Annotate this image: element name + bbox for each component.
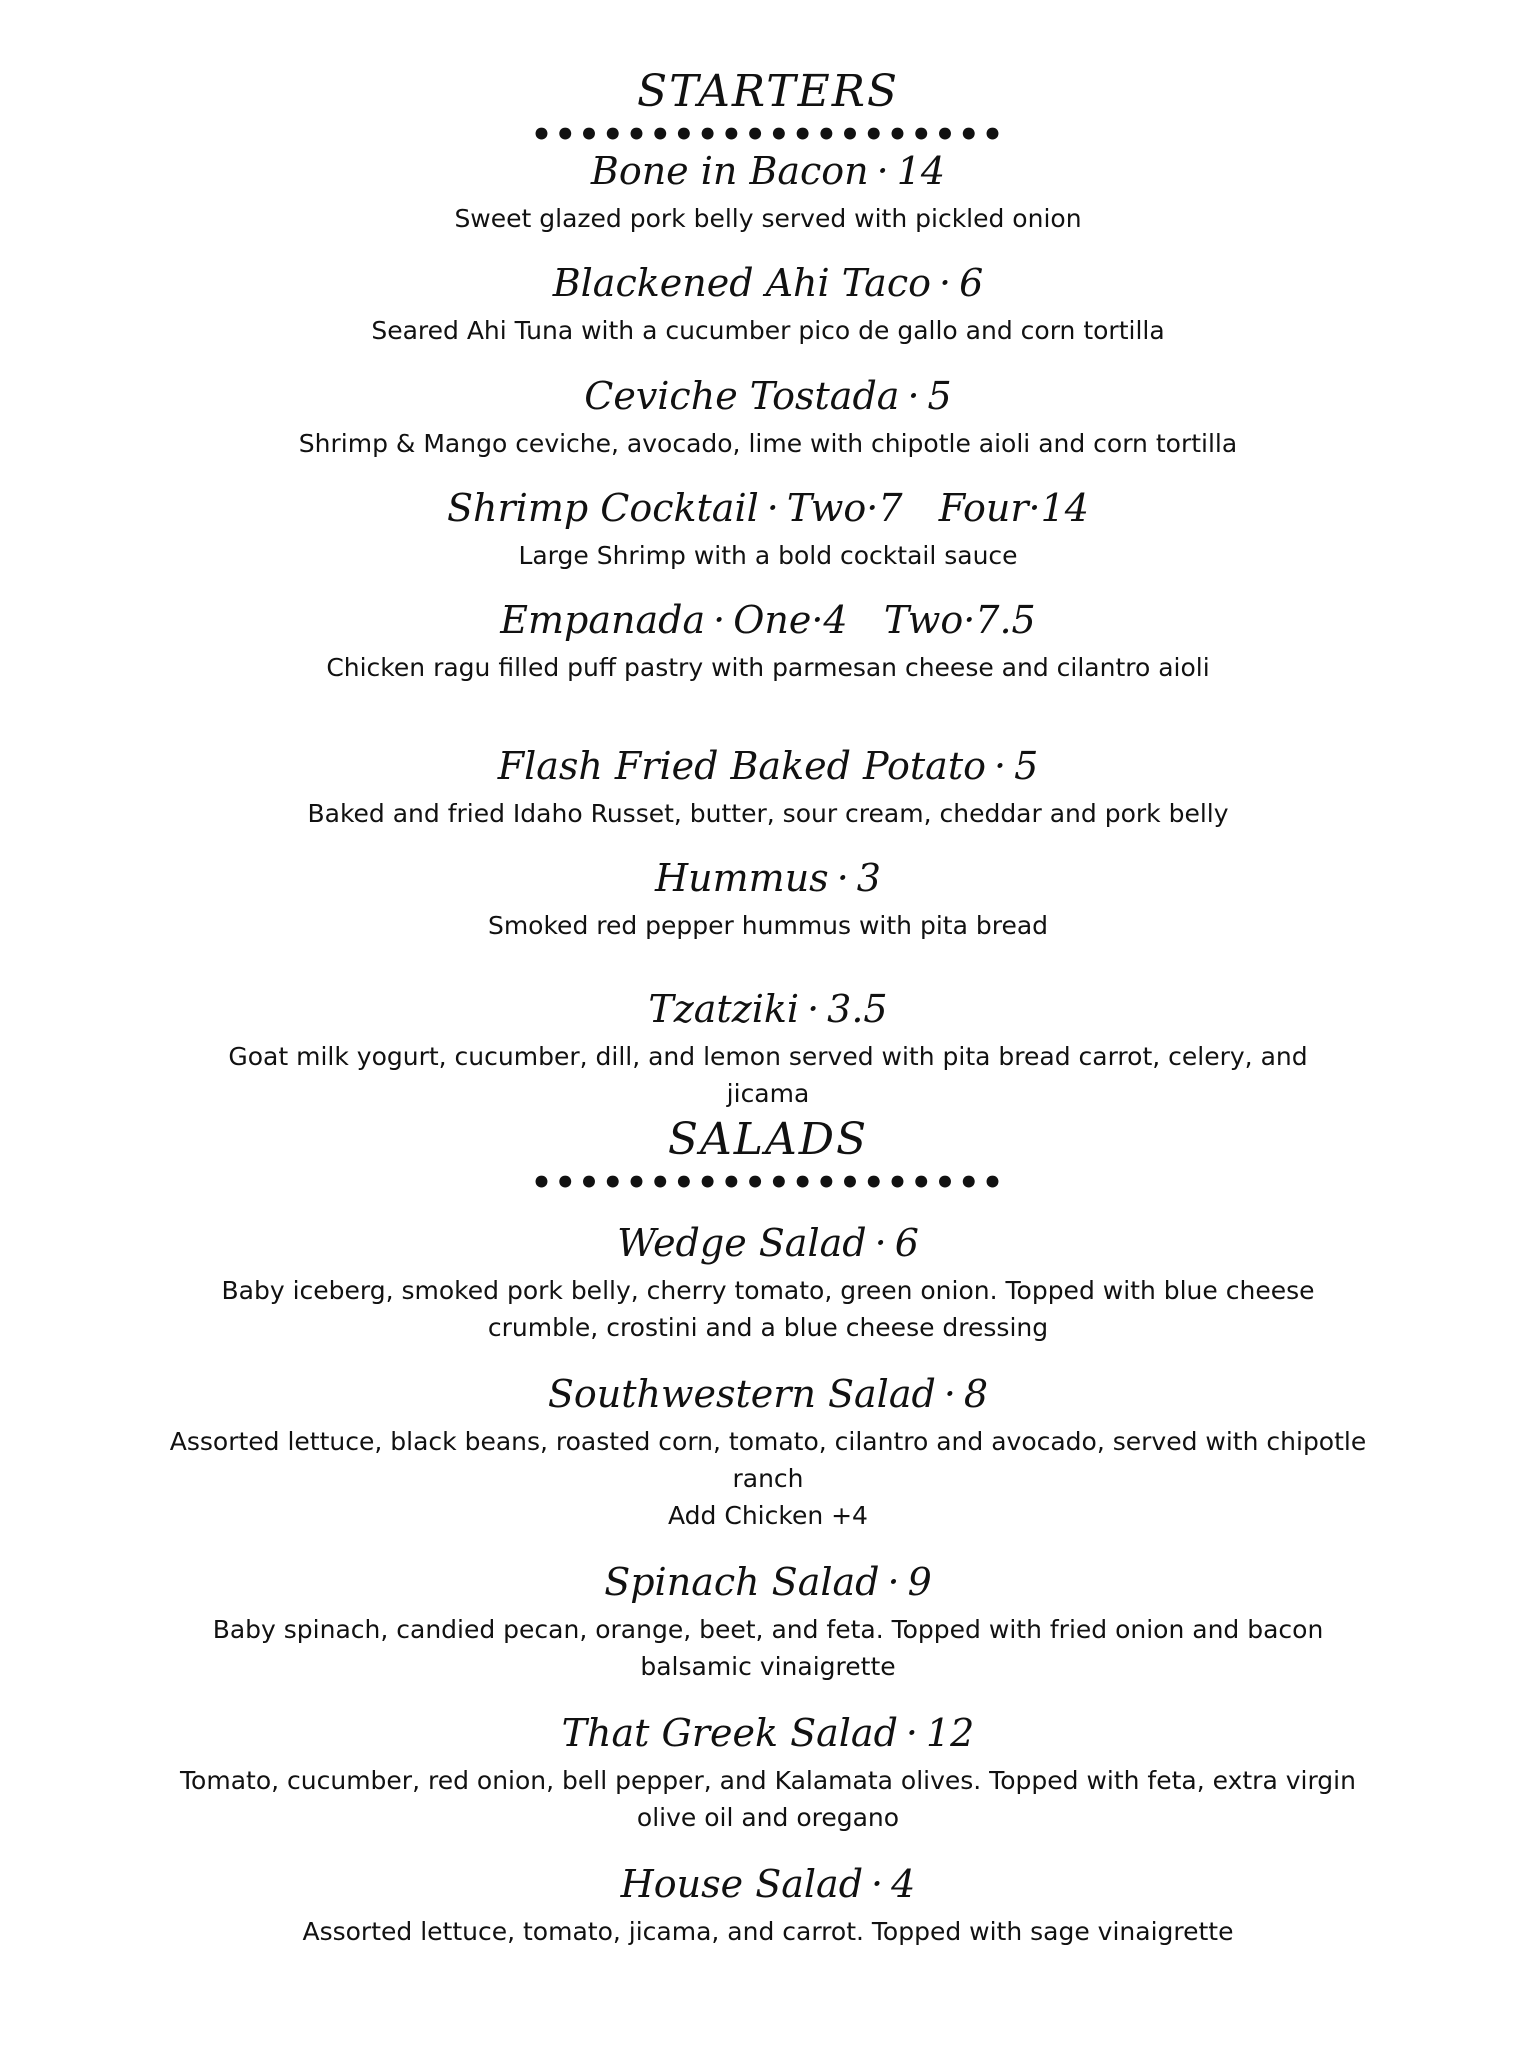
description-line: Tomato, cucumber, red onion, bell pepper, and Kalamata olives. Topped with feta, extra virgin <box>180 1766 1356 1795</box>
menu-item-description <box>0 1423 1536 1534</box>
menu-item-description <box>0 1913 1536 1950</box>
item-price: 6 <box>959 261 984 305</box>
item-price: 5 <box>1014 744 1039 788</box>
item-price: 8 <box>963 1372 989 1416</box>
menu-item-title <box>0 1862 1536 1906</box>
item-price: 5 <box>927 374 952 418</box>
item-separator: · <box>943 1372 956 1416</box>
menu-item-description <box>0 1272 1536 1346</box>
item-separator: · <box>905 1711 918 1755</box>
item-price: 3 <box>856 856 881 900</box>
item-price: 12 <box>925 1711 975 1755</box>
item-name: That Greek Salad <box>561 1711 898 1755</box>
item-name: Bone in Bacon <box>590 149 869 193</box>
item-name: Southwestern Salad <box>547 1372 936 1416</box>
item-separator: · <box>836 856 849 900</box>
menu-item-description <box>0 795 1536 832</box>
description-line: Large Shrimp with a bold cocktail sauce <box>518 541 1018 570</box>
item-separator: · <box>994 744 1007 788</box>
menu-item-title <box>0 149 1536 193</box>
item-separator: · <box>766 486 779 530</box>
salads-heading: SALADS <box>667 1114 869 1165</box>
starters-heading: STARTERS <box>637 66 899 117</box>
menu-item-description <box>0 200 1536 237</box>
menu-item-title <box>0 374 1536 418</box>
description-line: Smoked red pepper hummus with pita bread <box>487 911 1049 940</box>
item-price: One·4 Two·7.5 <box>733 598 1036 642</box>
item-price: 3.5 <box>827 987 888 1031</box>
item-separator: · <box>907 374 920 418</box>
menu-item-title <box>0 987 1536 1031</box>
description-line: crumble, crostini and a blue cheese dressing <box>487 1313 1049 1342</box>
starters-divider: •••••••••••••••••••• <box>530 115 1006 155</box>
item-price: Two·7 Four·14 <box>786 486 1089 530</box>
description-line: Goat milk yogurt, cucumber, dill, and lemon served with pita bread carrot, celery, and <box>228 1042 1308 1071</box>
menu-item-description <box>0 1762 1536 1836</box>
item-separator: · <box>876 149 889 193</box>
menu-item-title <box>0 1221 1536 1265</box>
item-name: Tzatziki <box>648 987 800 1031</box>
description-line: Sweet glazed pork belly served with pickled onion <box>454 204 1082 233</box>
item-name: Spinach Salad <box>604 1560 880 1604</box>
item-name: Shrimp Cocktail <box>447 486 759 530</box>
description-line: Baby iceberg, smoked pork belly, cherry tomato, green onion. Topped with blue cheese <box>221 1276 1315 1305</box>
item-name: Ceviche Tostada <box>584 374 900 418</box>
menu-item-title <box>0 856 1536 900</box>
item-name: House Salad <box>620 1862 864 1906</box>
item-name: Wedge Salad <box>617 1221 867 1265</box>
description-line: Baked and fried Idaho Russet, butter, sour cream, cheddar and pork belly <box>307 799 1229 828</box>
menu-item-title <box>0 1372 1536 1416</box>
menu-item-description <box>0 1611 1536 1685</box>
menu-item-title <box>0 598 1536 642</box>
description-line: jicama <box>726 1079 810 1108</box>
menu-item-title <box>0 486 1536 530</box>
menu-item-description <box>0 1038 1536 1112</box>
description-line: Add Chicken +4 <box>668 1501 868 1530</box>
item-name: Empanada <box>500 598 706 642</box>
description-line: balsamic vinaigrette <box>640 1652 896 1681</box>
menu-item-description <box>0 907 1536 944</box>
description-line: Chicken ragu filled puff pastry with parmesan cheese and cilantro aioli <box>326 653 1210 682</box>
menu-item-title <box>0 261 1536 305</box>
description-line: Seared Ahi Tuna with a cucumber pico de gallo and corn tortilla <box>371 316 1165 345</box>
menu-item-title <box>0 1560 1536 1604</box>
item-separator: · <box>887 1560 900 1604</box>
item-separator: · <box>871 1862 884 1906</box>
item-separator: · <box>874 1221 887 1265</box>
item-price: 14 <box>896 149 946 193</box>
item-price: 9 <box>907 1560 932 1604</box>
description-line: Assorted lettuce, black beans, roasted corn, tomato, cilantro and avocado, served with chipotle <box>169 1427 1367 1456</box>
item-price: 4 <box>891 1862 916 1906</box>
description-line: ranch <box>732 1464 804 1493</box>
item-name: Hummus <box>655 856 829 900</box>
description-line: Baby spinach, candied pecan, orange, beet, and feta. Topped with fried onion and bacon <box>212 1615 1324 1644</box>
menu-item-title <box>0 1711 1536 1755</box>
description-line: olive oil and oregano <box>636 1803 900 1832</box>
menu-item-description <box>0 425 1536 462</box>
description-line: Assorted lettuce, tomato, jicama, and carrot. Topped with sage vinaigrette <box>302 1917 1234 1946</box>
menu-item-title <box>0 744 1536 788</box>
item-separator: · <box>938 261 952 305</box>
description-line: Shrimp & Mango ceviche, avocado, lime with chipotle aioli and corn tortilla <box>298 429 1238 458</box>
item-name: Flash Fried Baked Potato <box>497 744 986 788</box>
menu-item-description <box>0 537 1536 574</box>
item-price: 6 <box>894 1221 919 1265</box>
salads-divider: •••••••••••••••••••• <box>530 1163 1006 1203</box>
item-separator: · <box>807 987 820 1031</box>
item-separator: · <box>713 598 726 642</box>
item-name: Blackened Ahi Taco <box>552 261 931 305</box>
menu-item-description <box>0 649 1536 686</box>
menu-item-description <box>0 312 1536 349</box>
